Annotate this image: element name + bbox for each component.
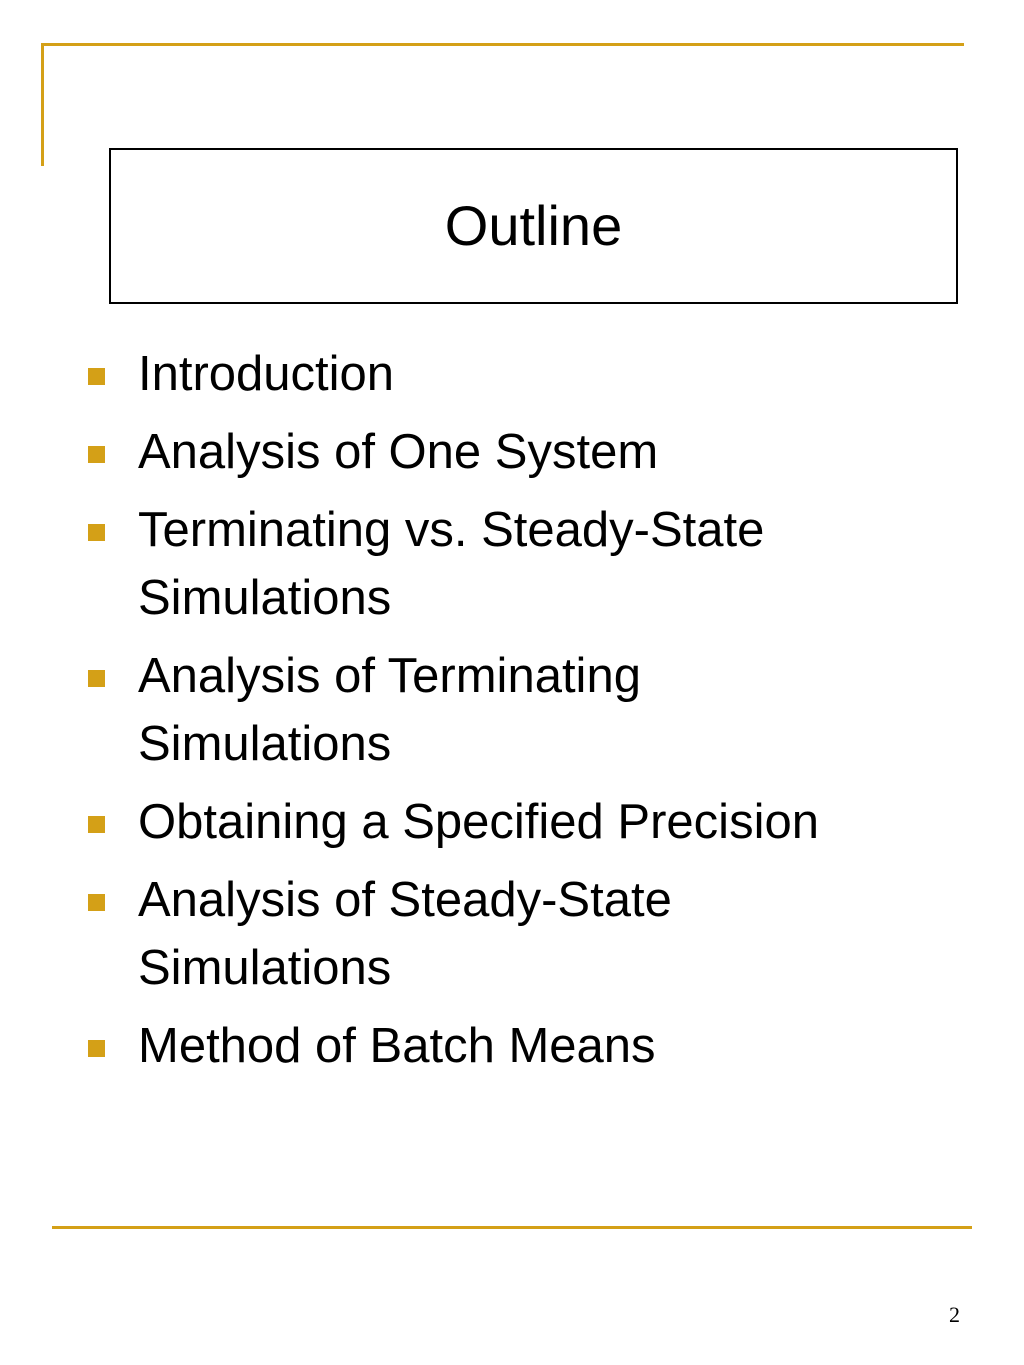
title-box: [109, 148, 958, 304]
top-accent-rule: [41, 43, 964, 46]
bullet-text-line: Analysis of One System: [138, 425, 659, 479]
bullet-item: [88, 788, 968, 856]
bullet-text-line: Analysis of Steady-State: [138, 873, 672, 927]
bullet-item: [88, 340, 968, 408]
bullet-text-line: Simulations: [138, 941, 392, 995]
square-bullet-icon: [88, 670, 105, 687]
square-bullet-icon: [88, 368, 105, 385]
square-bullet-icon: [88, 446, 105, 463]
bullet-text-line: Terminating vs. Steady-State: [138, 503, 765, 557]
bullet-text-line: Simulations: [138, 717, 392, 771]
bullet-text-line: Introduction: [138, 347, 395, 401]
bottom-accent-rule: [52, 1226, 972, 1229]
page-number: 2: [949, 1302, 960, 1327]
bullet-text-line: Simulations: [138, 571, 392, 625]
square-bullet-icon: [88, 1040, 105, 1057]
bullet-item: [88, 496, 968, 632]
left-accent-rule: [41, 43, 44, 166]
square-bullet-icon: [88, 894, 105, 911]
slide-title: Outline: [444, 194, 623, 257]
square-bullet-icon: [88, 524, 105, 541]
bullet-list: [88, 340, 968, 1090]
square-bullet-icon: [88, 816, 105, 833]
bullet-text-line: Obtaining a Specified Precision: [138, 795, 819, 849]
bullet-text-line: Analysis of Terminating: [138, 649, 641, 703]
bullet-item: [88, 866, 968, 1002]
bullet-item: [88, 418, 968, 486]
bullet-item: [88, 1012, 968, 1080]
bullet-item: [88, 642, 968, 778]
bullet-text-line: Method of Batch Means: [138, 1019, 656, 1073]
